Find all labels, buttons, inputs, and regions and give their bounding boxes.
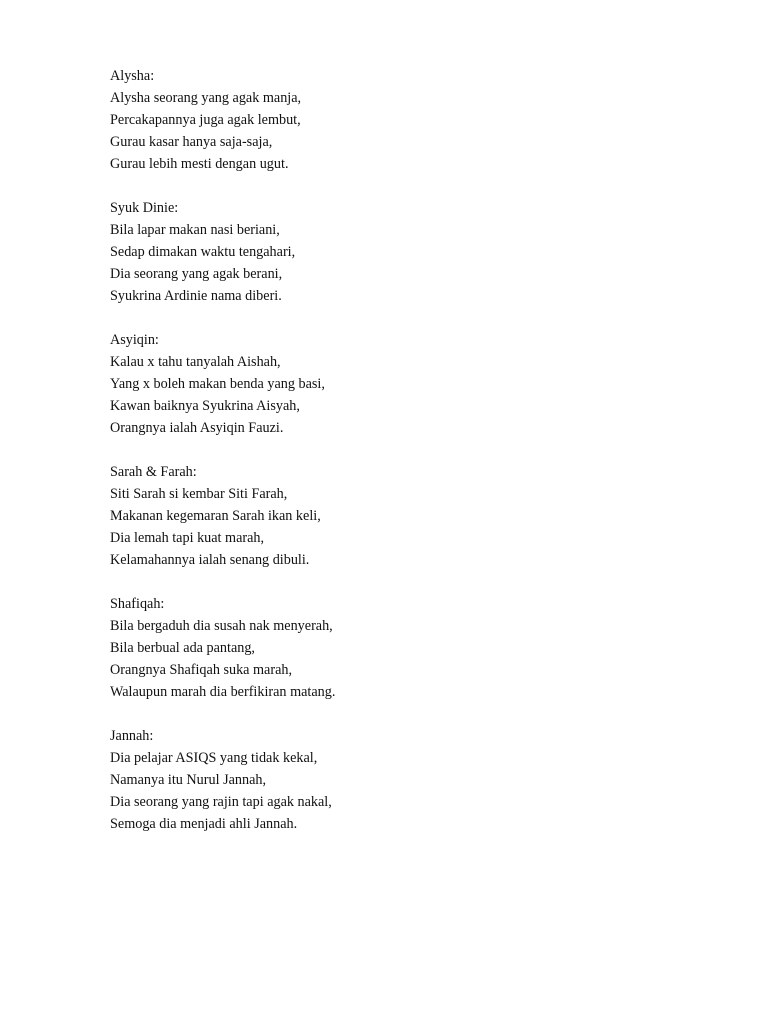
stanza-jannah (110, 725, 710, 835)
poem-line: Dia seorang yang rajin tapi agak nakal, (110, 794, 332, 810)
poem-line: Orangnya ialah Asyiqin Fauzi. (110, 420, 284, 436)
poem-line: Gurau lebih mesti dengan ugut. (110, 156, 289, 172)
poem-line: Namanya itu Nurul Jannah, (110, 772, 267, 788)
poem-line: Bila berbual ada pantang, (110, 640, 255, 656)
poem-line: Dia pelajar ASIQS yang tidak kekal, (110, 750, 318, 766)
poem-line: Walaupun marah dia berfikiran matang. (110, 684, 336, 700)
stanza-heading: Shafiqah: (110, 596, 165, 612)
stanza-sarah-farah (110, 461, 710, 571)
poem-line: Semoga dia menjadi ahli Jannah. (110, 816, 298, 832)
poem-line: Sedap dimakan waktu tengahari, (110, 244, 296, 260)
poem-line: Percakapannya juga agak lembut, (110, 112, 301, 128)
poem-line: Dia lemah tapi kuat marah, (110, 530, 265, 546)
stanza-heading: Sarah & Farah: (110, 464, 197, 480)
poem-line: Alysha seorang yang agak manja, (110, 90, 302, 106)
poem-body (110, 65, 710, 857)
poem-line: Orangnya Shafiqah suka marah, (110, 662, 293, 678)
stanza-heading: Syuk Dinie: (110, 200, 179, 216)
stanza-heading: Alysha: (110, 68, 155, 84)
poem-line: Bila lapar makan nasi beriani, (110, 222, 280, 238)
stanza-alysha (110, 65, 710, 175)
poem-line: Bila bergaduh dia susah nak menyerah, (110, 618, 333, 634)
stanza-syuk-dinie (110, 197, 710, 307)
stanza-heading: Jannah: (110, 728, 154, 744)
poem-line: Kawan baiknya Syukrina Aisyah, (110, 398, 300, 414)
poem-line: Yang x boleh makan benda yang basi, (110, 376, 325, 392)
stanza-asyiqin (110, 329, 710, 439)
poem-line: Kelamahannya ialah senang dibuli. (110, 552, 310, 568)
poem-line: Syukrina Ardinie nama diberi. (110, 288, 282, 304)
poem-line: Makanan kegemaran Sarah ikan keli, (110, 508, 321, 524)
poem-line: Gurau kasar hanya saja-saja, (110, 134, 273, 150)
poem-line: Kalau x tahu tanyalah Aishah, (110, 354, 281, 370)
poem-line: Siti Sarah si kembar Siti Farah, (110, 486, 288, 502)
stanza-shafiqah (110, 593, 710, 703)
poem-line: Dia seorang yang agak berani, (110, 266, 283, 282)
stanza-heading: Asyiqin: (110, 332, 159, 348)
